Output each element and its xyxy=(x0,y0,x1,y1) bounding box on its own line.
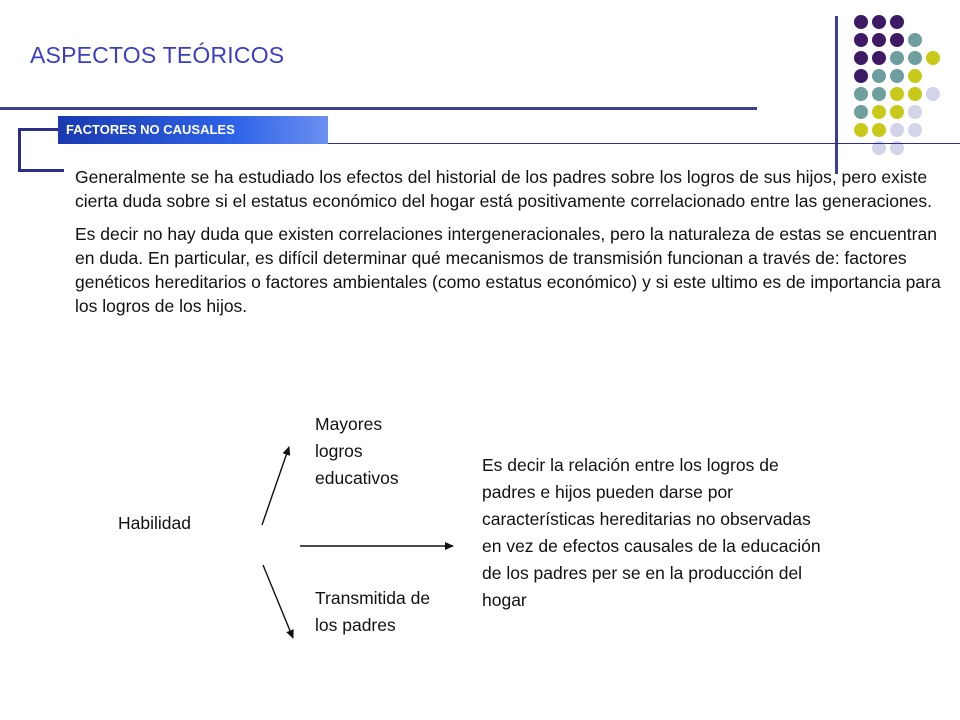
decorative-dot xyxy=(908,69,922,83)
decorative-dot xyxy=(872,69,886,83)
decorative-dot xyxy=(854,105,868,119)
decorative-dot xyxy=(890,15,904,29)
slide-title: ASPECTOS TEÓRICOS xyxy=(30,42,285,68)
decorative-dot xyxy=(890,69,904,83)
decorative-dot xyxy=(854,69,868,83)
paragraph-2: Es decir no hay duda que existen correlaciones intergeneracionales, pero la naturaleza de estas se encuentran en duda. En particular, es difícil determinar qué mecanismos de transmisión funcionan a través de: factores genéticos hereditarios o factores ambientales (como estatus económico) y si este ultimo es de importancia para los logros de los hijos. xyxy=(75,224,941,316)
decorative-dot xyxy=(872,33,886,47)
decorative-dot xyxy=(890,123,904,137)
body-text xyxy=(75,165,955,327)
decorative-dot xyxy=(890,51,904,65)
decorative-dot xyxy=(926,51,940,65)
decorative-dot xyxy=(854,87,868,101)
decorative-dot xyxy=(854,15,868,29)
decorative-dot xyxy=(908,123,922,137)
node-mayores-logros: Mayores logros educativos xyxy=(315,414,399,488)
decorative-dot xyxy=(872,87,886,101)
decorative-dot xyxy=(908,33,922,47)
decorative-dot xyxy=(890,105,904,119)
decorative-dot xyxy=(872,15,886,29)
decorative-dot xyxy=(908,87,922,101)
title-rule xyxy=(0,107,757,110)
decorative-dot xyxy=(854,51,868,65)
vertical-accent-bar xyxy=(835,16,838,174)
decorative-dot xyxy=(890,33,904,47)
decorative-dot xyxy=(908,51,922,65)
arrow-to-lower-node xyxy=(263,565,293,638)
decorative-dot xyxy=(854,123,868,137)
decorative-dot xyxy=(890,87,904,101)
arrow-to-upper-node xyxy=(262,447,289,525)
tab-rule xyxy=(328,143,960,144)
paragraph-1: Generalmente se ha estudiado los efectos del historial de los padres sobre los logros de sus hijos, pero existe cierta duda sobre si el estatus económico del hogar está positivamente correlacionado entre las generaciones. xyxy=(75,167,933,211)
decorative-dot xyxy=(908,105,922,119)
section-tab: FACTORES NO CAUSALES xyxy=(58,116,328,144)
node-habilidad: Habilidad xyxy=(118,513,191,533)
node-transmitida: Transmitida de los padres xyxy=(315,588,431,635)
decorative-dot xyxy=(872,123,886,137)
decorative-dot xyxy=(872,51,886,65)
explanation-text: Es decir la relación entre los logros de padres e hijos pueden darse por características hereditarias no observadas en vez de efectos causales de la educación de los padres per se en la producción del hogar xyxy=(482,455,821,610)
decorative-dot xyxy=(872,105,886,119)
decorative-dot xyxy=(926,87,940,101)
decorative-dot xyxy=(854,33,868,47)
